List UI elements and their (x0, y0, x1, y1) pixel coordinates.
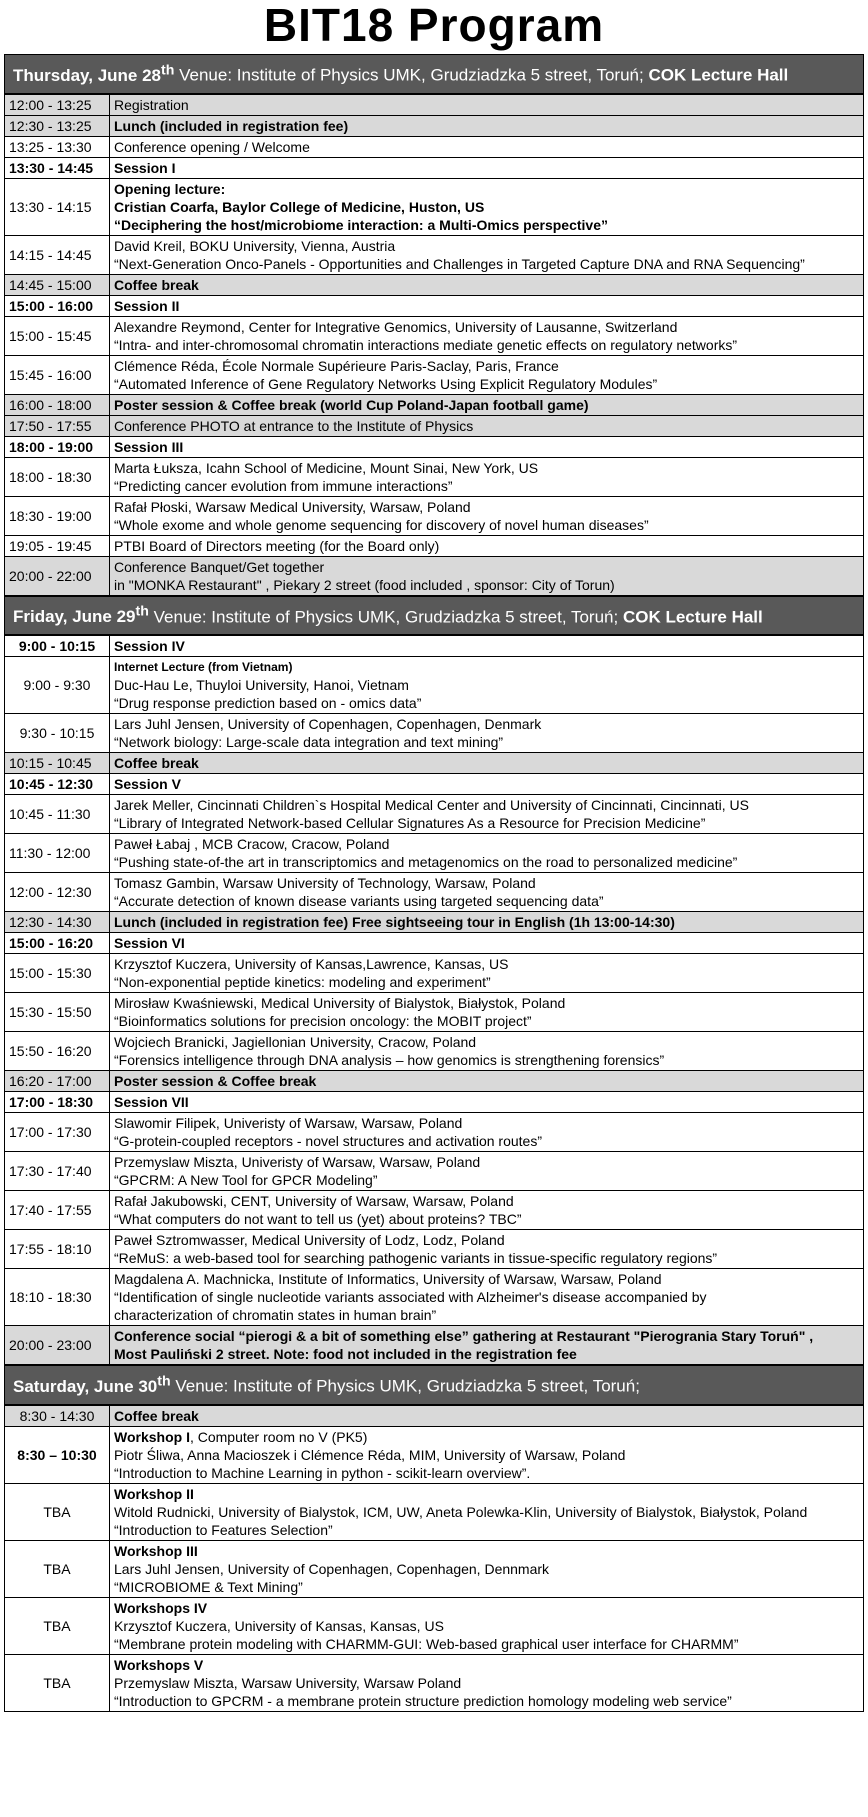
event-line: Workshop II (114, 1485, 194, 1502)
day-title: Saturday, June 30th (13, 1373, 171, 1396)
day-ordinal: th (157, 1373, 171, 1390)
schedule-row (5, 316, 864, 355)
event-line: “Membrane protein modeling with CHARMM-GUI: Web-based graphical user interface for CHARMM” (114, 1635, 739, 1652)
event-details (110, 1071, 864, 1092)
schedule-row (5, 394, 864, 415)
event-line: Conference opening / Welcome (114, 138, 310, 155)
event-details (110, 115, 864, 136)
time-slot: 15:00 - 16:00 (5, 295, 110, 316)
event-details (110, 993, 864, 1032)
event-line: “Drug response prediction based on - omics data” (114, 695, 422, 712)
event-line: “Pushing state-of-the art in transcriptomics and metagenomics on the road to personalized medicine” (114, 854, 738, 871)
event-details (110, 1269, 864, 1326)
time-slot: 15:45 - 16:00 (5, 355, 110, 394)
schedule-row (5, 115, 864, 136)
schedule-row (5, 714, 864, 753)
event-line: Przemyslaw Miszta, Univeristy of Warsaw, Warsaw, Poland (114, 1154, 481, 1171)
event-line: Lars Juhl Jensen, University of Copenhagen, Copenhagen, Dennmark (114, 1560, 550, 1577)
time-slot: 20:00 - 23:00 (5, 1326, 110, 1365)
event-line: Conference social “pierogi & a bit of something else” gathering at Restaurant "Pierogrania Stary Toruń" , (114, 1328, 814, 1345)
event-line: Jarek Meller, Cincinnati Children`s Hospital Medical Center and University of Cincinnati, Cincinnati, US (114, 797, 749, 814)
event-line: Opening lecture: (114, 180, 226, 197)
schedule-row (5, 1483, 864, 1540)
schedule-row (5, 657, 864, 714)
event-details (110, 1113, 864, 1152)
event-line: “G-protein-coupled receptors - novel structures and activation routes” (114, 1133, 542, 1150)
event-details (110, 457, 864, 496)
time-slot: TBA (5, 1483, 110, 1540)
schedule-row (5, 496, 864, 535)
time-slot: 18:30 - 19:00 (5, 496, 110, 535)
event-line: “What computers do not want to tell us (yet) about proteins? TBC” (114, 1211, 522, 1228)
event-line: Slawomir Filipek, Univeristy of Warsaw, Warsaw, Poland (114, 1115, 463, 1132)
venue: Venue: Institute of Physics UMK, Grudziadzka 5 street, Toruń; (179, 65, 644, 85)
time-slot: 13:25 - 13:30 (5, 136, 110, 157)
event-details (110, 496, 864, 535)
event-details (110, 657, 864, 714)
event-line: Duc-Hau Le, Thuyloi University, Hanoi, Vietnam (114, 677, 409, 694)
schedule-row (5, 1426, 864, 1483)
event-line: Poster session & Coffee break (world Cup Poland-Japan football game) (114, 396, 589, 413)
event-line: Coffee break (114, 1407, 199, 1424)
time-slot: 8:30 - 14:30 (5, 1405, 110, 1426)
event-details (110, 157, 864, 178)
event-line: Session VI (114, 935, 185, 952)
venue: Venue: Institute of Physics UMK, Grudziadzka 5 street, Toruń; (175, 1376, 640, 1396)
event-details (110, 1326, 864, 1365)
event-line: Krzysztof Kuczera, University of Kansas, Kansas, US (114, 1617, 444, 1634)
schedule-row (5, 157, 864, 178)
event-line: Session II (114, 297, 180, 314)
time-slot: 18:10 - 18:30 (5, 1269, 110, 1326)
time-slot: 16:20 - 17:00 (5, 1071, 110, 1092)
schedule-row (5, 933, 864, 954)
time-slot: 17:00 - 17:30 (5, 1113, 110, 1152)
event-line: Marta Łuksza, Icahn School of Medicine, Mount Sinai, New York, US (114, 459, 539, 476)
schedule-row (5, 94, 864, 115)
event-line: Session V (114, 776, 181, 793)
schedule-row (5, 636, 864, 657)
event-details (110, 912, 864, 933)
event-details (110, 415, 864, 436)
event-details (110, 1230, 864, 1269)
event-line: Coffee break (114, 755, 199, 772)
schedule-row (5, 295, 864, 316)
event-details (110, 178, 864, 235)
time-slot: 14:15 - 14:45 (5, 235, 110, 274)
schedule-row (5, 436, 864, 457)
event-line: characterization of chromatin states in human brain” (114, 1307, 437, 1324)
schedule-row (5, 355, 864, 394)
event-details (110, 714, 864, 753)
event-details (110, 394, 864, 415)
lecture-hall: COK Lecture Hall (648, 65, 789, 85)
time-slot: 17:00 - 18:30 (5, 1092, 110, 1113)
time-slot: 15:00 - 16:20 (5, 933, 110, 954)
event-line: Lars Juhl Jensen, University of Copenhagen, Copenhagen, Denmark (114, 716, 542, 733)
day-ordinal: th (135, 603, 149, 620)
event-line: Session VII (114, 1094, 189, 1111)
event-line: Tomasz Gambin, Warsaw University of Technology, Warsaw, Poland (114, 875, 536, 892)
time-slot: 12:30 - 14:30 (5, 912, 110, 933)
event-line: “GPCRM: A New Tool for GPCR Modeling” (114, 1172, 378, 1189)
time-slot: 17:55 - 18:10 (5, 1230, 110, 1269)
event-details (110, 834, 864, 873)
time-slot: 16:00 - 18:00 (5, 394, 110, 415)
event-line: “Library of Integrated Network-based Cellular Signatures As a Resource for Precision Medicine” (114, 815, 706, 832)
event-line: Lunch (included in registration fee) Free sightseeing tour in English (1h 13:00-14:30) (114, 914, 675, 931)
event-line: Piotr Śliwa, Anna Macioszek i Clémence Réda, MIM, University of Warsaw, Poland (114, 1446, 626, 1463)
schedule-row (5, 1092, 864, 1113)
event-details (110, 1092, 864, 1113)
schedule-row (5, 1654, 864, 1711)
time-slot: TBA (5, 1540, 110, 1597)
event-line: “Next-Generation Onco-Panels - Opportunities and Challenges in Targeted Capture DNA and RNA Sequencing” (114, 255, 805, 272)
event-line: “Non-exponential peptide kinetics: modeling and experiment” (114, 974, 491, 991)
schedule-row (5, 1540, 864, 1597)
workshop-name: Workshop I (114, 1428, 190, 1445)
time-slot: 15:30 - 15:50 (5, 993, 110, 1032)
program-page (4, 0, 864, 1712)
event-line: Krzysztof Kuczera, University of Kansas,Lawrence, Kansas, US (114, 956, 509, 973)
schedule-row (5, 1071, 864, 1092)
event-details (110, 235, 864, 274)
event-line: “ReMuS: a web-based tool for searching pathogenic variants in tissue-specific regulatory regions” (114, 1250, 718, 1267)
event-details (110, 1426, 864, 1483)
event-line: Wojciech Branicki, Jagiellonian University, Cracow, Poland (114, 1034, 477, 1051)
schedule-row (5, 795, 864, 834)
event-line: David Kreil, BOKU University, Vienna, Austria (114, 237, 396, 254)
event-details (110, 954, 864, 993)
event-details (110, 795, 864, 834)
schedule-table (4, 635, 864, 1365)
event-line: Clémence Réda, École Normale Supérieure Paris-Saclay, Paris, France (114, 357, 559, 374)
schedule-row (5, 1032, 864, 1071)
schedule-row (5, 834, 864, 873)
event-details (110, 636, 864, 657)
day-ordinal: th (161, 62, 175, 78)
schedule-row (5, 774, 864, 795)
event-line: Session IV (114, 638, 185, 655)
schedule-row (5, 1230, 864, 1269)
event-line: Internet Lecture (from Vietnam) (114, 660, 293, 675)
event-line: Session III (114, 438, 184, 455)
event-line: “Predicting cancer evolution from immune interactions” (114, 477, 453, 494)
event-details (110, 873, 864, 912)
schedule-row (5, 1113, 864, 1152)
event-details (110, 1032, 864, 1071)
event-details (110, 535, 864, 556)
time-slot: 14:45 - 15:00 (5, 274, 110, 295)
event-line: Registration (114, 96, 189, 113)
schedule-row (5, 274, 864, 295)
time-slot: TBA (5, 1597, 110, 1654)
schedule-row (5, 912, 864, 933)
time-slot: 10:15 - 10:45 (5, 753, 110, 774)
time-slot: 17:30 - 17:40 (5, 1152, 110, 1191)
event-line: Paweł Łabaj , MCB Cracow, Cracow, Poland (114, 836, 390, 853)
event-line: “Identification of single nucleotide variants associated with Alzheimer's disease accompanied by (114, 1289, 707, 1306)
time-slot: 10:45 - 12:30 (5, 774, 110, 795)
schedule-row (5, 954, 864, 993)
time-slot: 20:00 - 22:00 (5, 556, 110, 595)
event-line: Workshop I, Computer room no V (PK5) (114, 1428, 368, 1445)
time-slot: 12:00 - 13:25 (5, 94, 110, 115)
event-line: Most Pauliński 2 street. Note: food not included in the registration fee (114, 1346, 577, 1363)
event-line: “Bioinformatics solutions for precision oncology: the MOBIT project” (114, 1013, 532, 1030)
event-line: Conference Banquet/Get together (114, 558, 325, 575)
time-slot: 10:45 - 11:30 (5, 795, 110, 834)
event-details (110, 1654, 864, 1711)
venue: Venue: Institute of Physics UMK, Grudziadzka 5 street, Toruń; (153, 607, 619, 627)
day-header (4, 1365, 864, 1405)
schedule-row (5, 178, 864, 235)
event-line: “Intra- and inter-chromosomal chromatin interactions mediate genetic effects on regulatory networks” (114, 336, 738, 353)
schedule-table (4, 94, 864, 596)
event-line: “Automated Inference of Gene Regulatory Networks Using Explicit Regulatory Modules” (114, 375, 658, 392)
time-slot: 9:00 - 9:30 (5, 657, 110, 714)
event-details (110, 774, 864, 795)
event-details (110, 1597, 864, 1654)
event-line: in "MONKA Restaurant" , Piekary 2 street (food included , sponsor: City of Torun) (114, 576, 615, 593)
time-slot: 15:00 - 15:30 (5, 954, 110, 993)
time-slot: 12:30 - 13:25 (5, 115, 110, 136)
time-slot: 19:05 - 19:45 (5, 535, 110, 556)
event-line: Workshop III (114, 1542, 198, 1559)
schedule-row (5, 1152, 864, 1191)
event-line: Witold Rudnicki, University of Bialystok, ICM, UW, Aneta Polewka-Klin, University of Bialystok, Białystok, Poland (114, 1503, 808, 1520)
event-line: “Accurate detection of known disease variants using targeted sequencing data” (114, 893, 604, 910)
time-slot: 9:00 - 10:15 (5, 636, 110, 657)
event-line: Paweł Sztromwasser, Medical University of Lodz, Lodz, Poland (114, 1232, 505, 1249)
event-line: “Forensics intelligence through DNA analysis – how genomics is strengthening forensics” (114, 1052, 665, 1069)
event-details (110, 556, 864, 595)
day-header (4, 54, 864, 94)
schedule-row (5, 235, 864, 274)
time-slot: 18:00 - 18:30 (5, 457, 110, 496)
schedule-row (5, 993, 864, 1032)
event-details (110, 1405, 864, 1426)
event-line: Session I (114, 159, 176, 176)
event-details (110, 933, 864, 954)
time-slot: 17:50 - 17:55 (5, 415, 110, 436)
day-header (4, 596, 864, 636)
event-line: “Introduction to Machine Learning in python - scikit-learn overview”. (114, 1464, 531, 1481)
event-line: Cristian Coarfa, Baylor College of Medicine, Huston, US (114, 198, 485, 215)
event-line: Coffee break (114, 276, 199, 293)
event-line: Workshops IV (114, 1599, 208, 1616)
event-line: “Introduction to GPCRM - a membrane protein structure prediction homology modeling web service” (114, 1692, 732, 1709)
event-details (110, 295, 864, 316)
event-line: “Whole exome and whole genome sequencing for discovery of novel human diseases” (114, 516, 649, 533)
event-details (110, 136, 864, 157)
time-slot: 13:30 - 14:45 (5, 157, 110, 178)
schedule-row (5, 1269, 864, 1326)
page-title: BIT18 Program (263, 0, 605, 51)
event-line: Conference PHOTO at entrance to the Institute of Physics (114, 417, 474, 434)
schedule-row (5, 753, 864, 774)
schedule (4, 54, 864, 1712)
lecture-hall: COK Lecture Hall (622, 607, 763, 627)
event-details (110, 1483, 864, 1540)
time-slot: 11:30 - 12:00 (5, 834, 110, 873)
time-slot: TBA (5, 1654, 110, 1711)
event-line: Mirosław Kwaśniewski, Medical University of Bialystok, Białystok, Poland (114, 995, 566, 1012)
event-line: Alexandre Reymond, Center for Integrative Genomics, University of Lausanne, Switzerland (114, 318, 678, 335)
schedule-table (4, 1405, 864, 1712)
event-details (110, 753, 864, 774)
time-slot: 13:30 - 14:15 (5, 178, 110, 235)
day-title: Thursday, June 28th (13, 62, 175, 85)
schedule-row (5, 457, 864, 496)
event-details (110, 1540, 864, 1597)
event-details (110, 1191, 864, 1230)
schedule-row (5, 415, 864, 436)
event-line: Workshops V (114, 1656, 204, 1673)
time-slot: 15:50 - 16:20 (5, 1032, 110, 1071)
schedule-row (5, 1326, 864, 1365)
schedule-row (5, 873, 864, 912)
event-line: PTBI Board of Directors meeting (for the Board only) (114, 537, 440, 554)
time-slot: 15:00 - 15:45 (5, 316, 110, 355)
time-slot: 18:00 - 19:00 (5, 436, 110, 457)
event-details (110, 1152, 864, 1191)
event-line: Poster session & Coffee break (114, 1073, 317, 1090)
time-slot: 12:00 - 12:30 (5, 873, 110, 912)
event-details (110, 94, 864, 115)
event-details (110, 436, 864, 457)
schedule-row (5, 136, 864, 157)
event-line: “Deciphering the host/microbiome interaction: a Multi-Omics perspective” (114, 216, 608, 233)
day-title: Friday, June 29th (13, 603, 149, 627)
schedule-row (5, 1405, 864, 1426)
time-slot: 9:30 - 10:15 (5, 714, 110, 753)
schedule-row (5, 535, 864, 556)
event-line: Rafał Płoski, Warsaw Medical University, Warsaw, Poland (114, 498, 471, 515)
time-slot: 8:30 – 10:30 (5, 1426, 110, 1483)
event-line: “Network biology: Large-scale data integration and text mining” (114, 734, 504, 751)
event-details (110, 316, 864, 355)
event-line: Przemyslaw Miszta, Warsaw University, Warsaw Poland (114, 1674, 462, 1691)
event-line: “Introduction to Features Selection” (114, 1521, 333, 1538)
event-line: Lunch (included in registration fee) (114, 117, 349, 134)
time-slot: 17:40 - 17:55 (5, 1191, 110, 1230)
schedule-row (5, 1597, 864, 1654)
event-line: Magdalena A. Machnicka, Institute of Informatics, University of Warsaw, Warsaw, Poland (114, 1271, 662, 1288)
event-line: Rafał Jakubowski, CENT, University of Warsaw, Warsaw, Poland (114, 1193, 514, 1210)
event-details (110, 274, 864, 295)
event-line: “MICROBIOME & Text Mining” (114, 1578, 303, 1595)
schedule-row (5, 556, 864, 595)
event-details (110, 355, 864, 394)
schedule-row (5, 1191, 864, 1230)
